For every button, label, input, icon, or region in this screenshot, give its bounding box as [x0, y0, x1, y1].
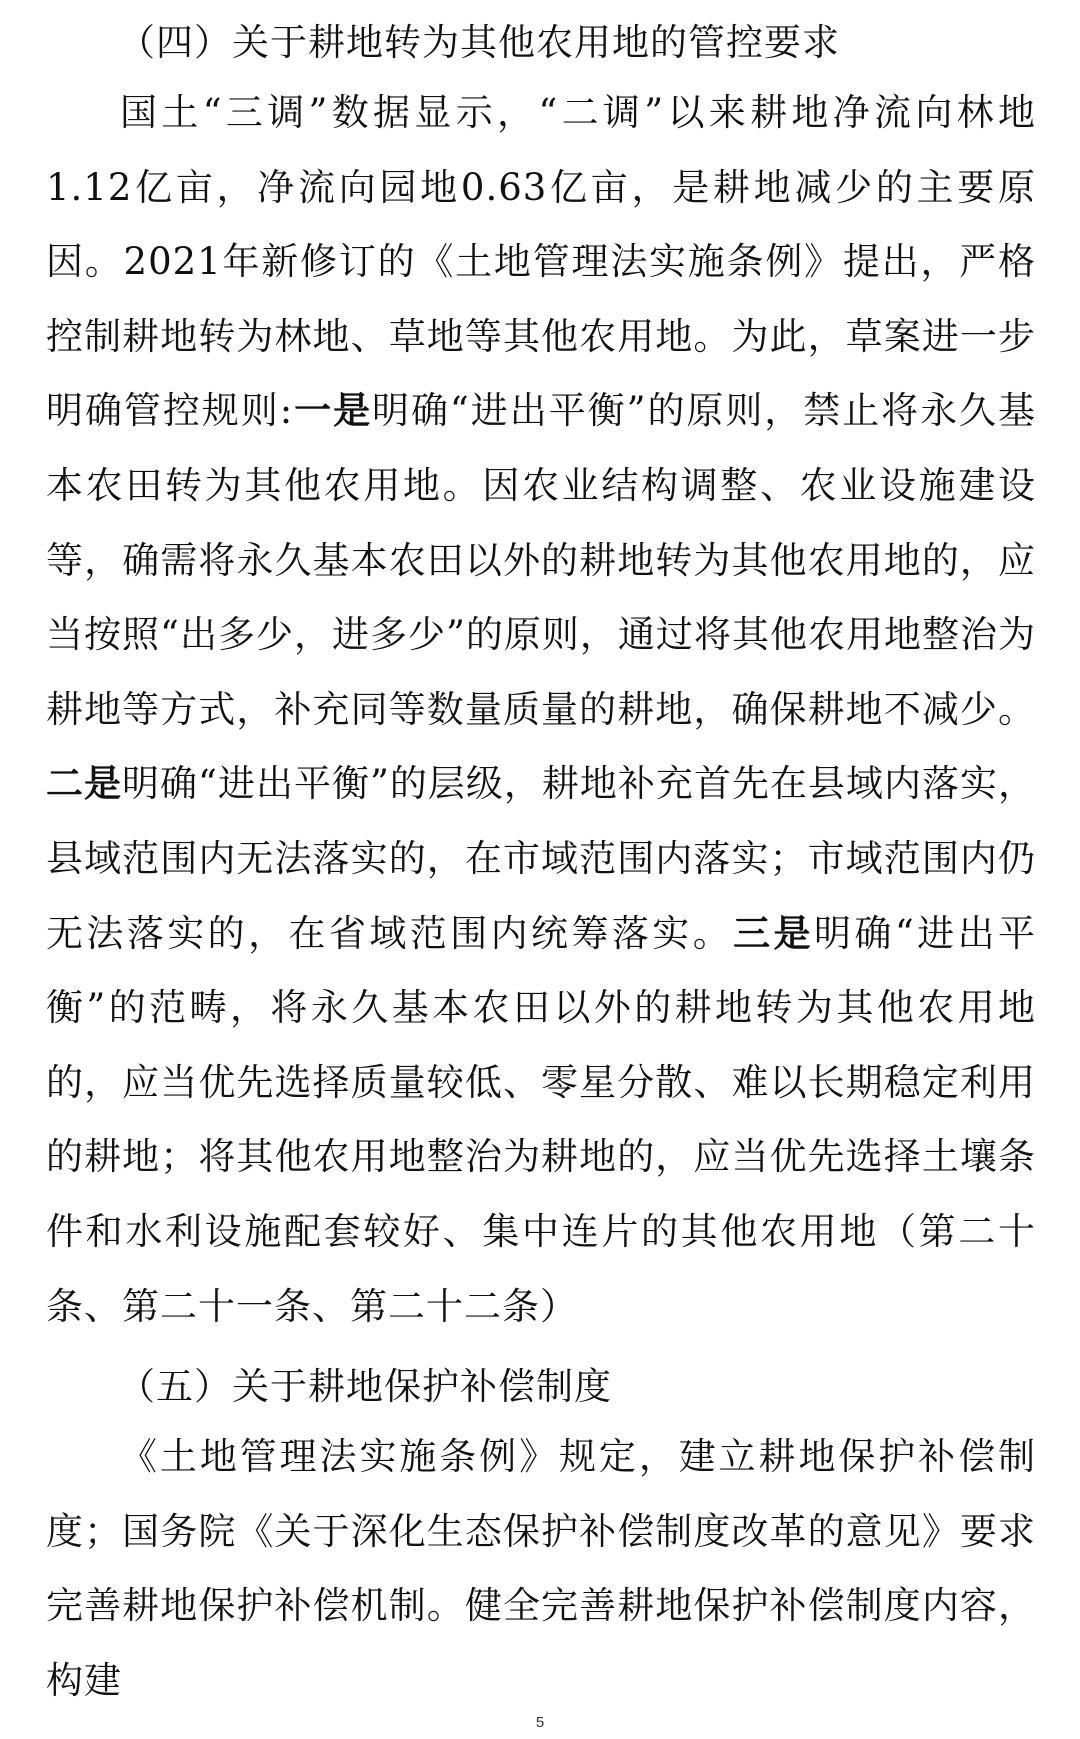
point-3-label: 三是	[733, 911, 814, 955]
section-5-text-1: 《土地管理法实施条例》规定，建立耕地保护补偿制度；国务院《关于深化生态保护补偿制度改革的意见》要求完善耕地保护补偿机制。健全完善耕地保护补偿制度内容，构建	[46, 1435, 1036, 1702]
section-4-text-2: 明确“进出平衡”的原则，禁止将永久基本农田转为其他农用地。因农业结构调整、农业设施建设等，确需将永久基本农田以外的耕地转为其他农用地的，应当按照“出多少，进多少”的原则，通过将其他农用地整治为耕地等方式，补充同等数量质量的耕地，确保耕地不减少。	[46, 389, 1037, 731]
point-1-label: 一是	[293, 389, 373, 433]
section-4-heading: （四）关于耕地转为其他农用地的管控要求	[118, 21, 840, 64]
section-4-body	[46, 76, 1036, 1344]
section-4-text-3: 明确“进出平衡”的层级，耕地补充首先在县域内落实，县域范围内无法落实的，在市域范围内落实；市域范围内仍无法落实的，在省域范围内统筹落实。	[46, 762, 1036, 955]
section-5-body	[46, 1420, 1036, 1718]
section-5-heading: （五）关于耕地保护补偿制度	[118, 1365, 612, 1408]
section-4-text-1: 国土“三调”数据显示，“二调”以来耕地净流向林地1.12亿亩，净流向园地0.63亿亩，是耕地减少的主要原因。2021年新修订的《土地管理法实施条例》提出，严格控制耕地转为林地、草地等其他农用地。为此，草案进一步明确管控规则:	[46, 91, 1036, 433]
page-number: 5	[535, 1714, 545, 1731]
point-2-label: 二是	[46, 762, 123, 806]
section-4-text-4: 明确“进出平衡”的范畴，将永久基本农田以外的耕地转为其他农用地的，应当优先选择质量较低、零星分散、难以长期稳定利用的耕地；将其他农用地整治为耕地的，应当优先选择土壤条件和水利设施配套较好、集中连片的其他农用地（第二十条、第二十一条、第二十二条）	[46, 911, 1036, 1328]
